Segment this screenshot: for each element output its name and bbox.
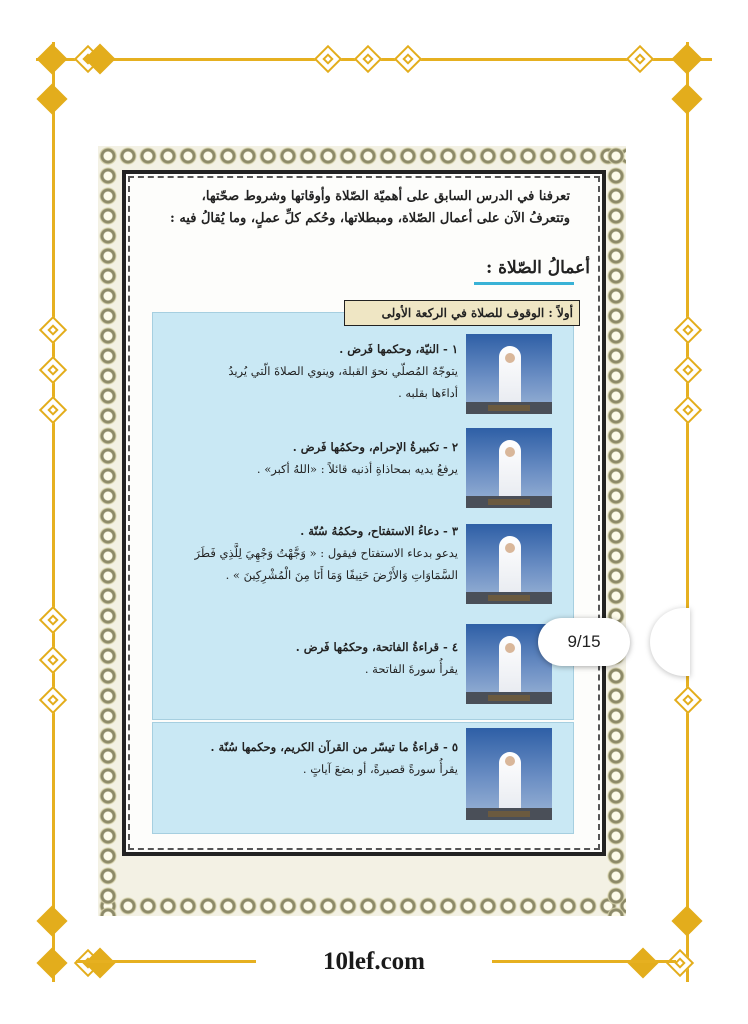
chain-border-right [606, 146, 626, 916]
chain-border-bottom [98, 896, 626, 916]
prayer-mat [488, 595, 530, 601]
face [505, 756, 515, 766]
prayer-photo [466, 334, 552, 414]
step-body: يرفعُ يديه بمحاذاةِ أذنيه قائلاً : «اللهُ أكبر» . [256, 462, 458, 476]
ornament-ring [666, 949, 694, 977]
chain-border-top [98, 146, 626, 166]
ornament-diamond [36, 83, 67, 114]
intro-line-1: تعرفنا في الدرس السابق على أهميّة الصّلاة وأوقاتها وشروط صحّتها، [201, 189, 570, 204]
ornament-ring [674, 356, 702, 384]
ornament-ring [314, 45, 342, 73]
ornament-diamond [627, 947, 658, 978]
ornament-ring [674, 316, 702, 344]
prayer-mat [488, 695, 530, 701]
face [505, 643, 515, 653]
ornament-diamond [36, 905, 67, 936]
step-heading: ٥ - قراءةُ ما تيسّر من القرآن الكريم، وحكمها سُنّة . [210, 740, 458, 754]
ornament-diamond [671, 43, 702, 74]
ornament-ring [39, 316, 67, 344]
frame-left-line [52, 42, 55, 982]
ornament-ring [39, 356, 67, 384]
title-underline [474, 282, 574, 285]
ornament-diamond [671, 83, 702, 114]
step-body: أداءَها بقلبه . [398, 386, 458, 400]
prayer-mat [488, 811, 530, 817]
step-body: يتوجّهُ المُصلّي نحوَ القبلة، وينوي الصلاةَ الّتي يُريدُ [228, 364, 458, 378]
face [505, 543, 515, 553]
step-body: يقرأُ سورةَ الفاتحة . [364, 662, 458, 676]
ornament-ring [626, 45, 654, 73]
prayer-photo [466, 728, 552, 820]
ornament-ring [39, 606, 67, 634]
chain-border-left [98, 146, 118, 916]
section-label-first: أولاً : الوقوف للصلاة في الركعة الأولى [344, 300, 580, 326]
ornament-diamond [36, 947, 67, 978]
face [505, 447, 515, 457]
step-1 [162, 338, 458, 404]
site-watermark: 10lef.com [256, 944, 492, 980]
prayer-mat [488, 499, 530, 505]
prayer-photo [466, 524, 552, 604]
step-body: يقرأُ سورةً قصيرةً، أو بضعَ آياتٍ . [302, 762, 458, 776]
step-body: السَّمَاوَاتِ وَالأَرْضَ حَنِيفًا وَمَا أَنَا مِنَ الْمُشْرِكِينَ » . [225, 568, 458, 582]
ornament-ring [39, 396, 67, 424]
prayer-mat [488, 405, 530, 411]
section-title: أعمالُ الصّلاة : [485, 258, 590, 278]
step-heading: ٤ - قراءةُ الفاتحة، وحكمُها فَرض . [295, 640, 458, 654]
ornament-ring [39, 686, 67, 714]
ornament-ring [39, 646, 67, 674]
step-body: يدعو بدعاء الاستفتاح فيقول : « وَجَّهْتُ وَجْهِيَ لِلَّذِي فَطَرَ [194, 546, 458, 560]
scroll-handle[interactable] [650, 608, 690, 676]
ornament-ring [354, 45, 382, 73]
step-4 [162, 636, 458, 680]
ornament-ring [394, 45, 422, 73]
step-2 [162, 436, 458, 480]
step-5 [162, 736, 458, 780]
ornament-diamond [36, 43, 67, 74]
step-heading: ٢ - تكبيرةُ الإحرام، وحكمُها فَرض . [292, 440, 458, 454]
ornament-diamond [671, 905, 702, 936]
step-heading: ١ - النيّة، وحكمها فَرض . [339, 342, 458, 356]
prayer-photo [466, 428, 552, 508]
face [505, 353, 515, 363]
page-counter: 9/15 [538, 618, 630, 666]
intro-paragraph [140, 186, 570, 230]
frame-right-line [686, 42, 689, 982]
ornament-ring [674, 396, 702, 424]
step-heading: ٣ - دعاءُ الاستفتاح، وحكمُهُ سُنّة . [300, 524, 458, 538]
ornament-ring [674, 686, 702, 714]
step-3 [162, 520, 458, 586]
intro-line-2: وتتعرفُ الآن على أعمال الصّلاة، ومبطلاتها، وحُكم كلِّ عملٍ، وما يُقالُ فيه : [170, 211, 570, 226]
